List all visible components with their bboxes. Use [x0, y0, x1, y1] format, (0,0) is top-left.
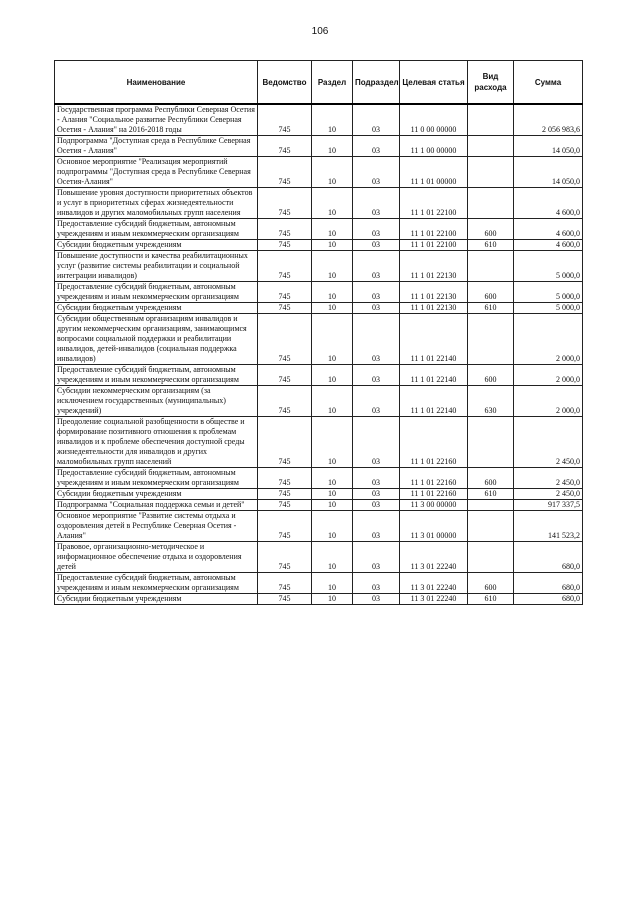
cell-vedomstvo: 745	[258, 219, 312, 240]
cell-razdel: 10	[312, 157, 353, 188]
cell-summa: 680,0	[514, 573, 583, 594]
cell-vid	[468, 314, 514, 365]
cell-vid	[468, 136, 514, 157]
cell-summa: 4 600,0	[514, 188, 583, 219]
table-row	[55, 303, 583, 314]
header-celevaya: Целевая статья	[400, 61, 468, 105]
cell-vedomstvo: 745	[258, 468, 312, 489]
cell-summa: 680,0	[514, 542, 583, 573]
cell-summa: 2 450,0	[514, 489, 583, 500]
header-podrazdel: Подраздел	[353, 61, 400, 105]
table-row	[55, 542, 583, 573]
table-row	[55, 365, 583, 386]
cell-razdel: 10	[312, 511, 353, 542]
cell-summa: 680,0	[514, 594, 583, 605]
cell-razdel: 10	[312, 282, 353, 303]
cell-name: Государственная программа Республики Северная Осетия - Алания "Социальное развитие Республики Северная Осетия - Алания" на 2016-2018 годы	[55, 104, 258, 136]
header-vedomstvo: Ведомство	[258, 61, 312, 105]
cell-celevaya: 11 1 01 22160	[400, 468, 468, 489]
cell-podrazdel: 03	[353, 365, 400, 386]
cell-razdel: 10	[312, 314, 353, 365]
cell-vid	[468, 104, 514, 136]
table-body	[55, 104, 583, 605]
cell-vedomstvo: 745	[258, 386, 312, 417]
cell-vid	[468, 511, 514, 542]
table-row	[55, 417, 583, 468]
cell-celevaya: 11 1 01 22130	[400, 251, 468, 282]
cell-summa: 5 000,0	[514, 251, 583, 282]
cell-vedomstvo: 745	[258, 282, 312, 303]
cell-celevaya: 11 1 01 22100	[400, 240, 468, 251]
cell-vedomstvo: 745	[258, 594, 312, 605]
cell-name: Предоставление субсидий бюджетным, автономным учреждениям и иным некоммерческим организациям	[55, 282, 258, 303]
cell-vedomstvo: 745	[258, 136, 312, 157]
table-row	[55, 489, 583, 500]
cell-podrazdel: 03	[353, 303, 400, 314]
table-row	[55, 104, 583, 136]
table-row	[55, 136, 583, 157]
cell-celevaya: 11 1 01 22100	[400, 188, 468, 219]
cell-vid: 630	[468, 386, 514, 417]
table-row	[55, 511, 583, 542]
table-row	[55, 386, 583, 417]
cell-celevaya: 11 1 00 00000	[400, 136, 468, 157]
cell-podrazdel: 03	[353, 136, 400, 157]
cell-podrazdel: 03	[353, 104, 400, 136]
cell-vid	[468, 417, 514, 468]
cell-razdel: 10	[312, 489, 353, 500]
table-row	[55, 594, 583, 605]
cell-razdel: 10	[312, 386, 353, 417]
cell-celevaya: 11 1 01 22140	[400, 386, 468, 417]
cell-razdel: 10	[312, 365, 353, 386]
cell-celevaya: 11 1 01 22130	[400, 282, 468, 303]
cell-summa: 141 523,2	[514, 511, 583, 542]
cell-vid: 600	[468, 468, 514, 489]
cell-name: Предоставление субсидий бюджетным, автономным учреждениям и иным некоммерческим организациям	[55, 468, 258, 489]
cell-name: Субсидии бюджетным учреждениям	[55, 594, 258, 605]
cell-vedomstvo: 745	[258, 104, 312, 136]
table-row	[55, 219, 583, 240]
cell-name: Повышение уровня доступности приоритетных объектов и услуг в приоритетных сферах жизнедеятельности инвалидов и других маломобильных групп населения	[55, 188, 258, 219]
cell-celevaya: 11 1 01 22160	[400, 417, 468, 468]
cell-vedomstvo: 745	[258, 314, 312, 365]
cell-razdel: 10	[312, 594, 353, 605]
cell-celevaya: 11 3 00 00000	[400, 500, 468, 511]
cell-vedomstvo: 745	[258, 542, 312, 573]
cell-razdel: 10	[312, 573, 353, 594]
cell-vedomstvo: 745	[258, 489, 312, 500]
cell-celevaya: 11 3 01 22240	[400, 542, 468, 573]
cell-summa: 14 050,0	[514, 157, 583, 188]
cell-name: Субсидии бюджетным учреждениям	[55, 489, 258, 500]
cell-vid	[468, 188, 514, 219]
cell-razdel: 10	[312, 500, 353, 511]
cell-razdel: 10	[312, 542, 353, 573]
cell-razdel: 10	[312, 303, 353, 314]
cell-vid: 600	[468, 282, 514, 303]
cell-podrazdel: 03	[353, 542, 400, 573]
cell-vid: 600	[468, 365, 514, 386]
table-row	[55, 573, 583, 594]
cell-podrazdel: 03	[353, 219, 400, 240]
cell-name: Основное мероприятие "Развитие системы отдыха и оздоровления детей в Республике Северная Осетия - Алания"	[55, 511, 258, 542]
cell-celevaya: 11 3 01 22240	[400, 573, 468, 594]
header-summa: Сумма	[514, 61, 583, 105]
cell-razdel: 10	[312, 104, 353, 136]
table-row	[55, 282, 583, 303]
cell-name: Подпрограмма "Социальная поддержка семьи и детей"	[55, 500, 258, 511]
cell-podrazdel: 03	[353, 511, 400, 542]
table-header-row	[55, 61, 583, 105]
cell-celevaya: 11 1 01 22140	[400, 314, 468, 365]
cell-podrazdel: 03	[353, 314, 400, 365]
cell-vid	[468, 157, 514, 188]
cell-name: Подпрограмма "Доступная среда в Республике Северная Осетия - Алания"	[55, 136, 258, 157]
cell-vedomstvo: 745	[258, 365, 312, 386]
cell-summa: 4 600,0	[514, 240, 583, 251]
cell-vedomstvo: 745	[258, 511, 312, 542]
cell-podrazdel: 03	[353, 157, 400, 188]
cell-vid	[468, 500, 514, 511]
cell-summa: 917 337,5	[514, 500, 583, 511]
cell-podrazdel: 03	[353, 251, 400, 282]
cell-vid: 600	[468, 573, 514, 594]
cell-name: Субсидии общественным организациям инвалидов и другим некоммерческим организациям, занимающимся вопросами социальной поддержки и реабилитации инвалидов, детей-инвалидов (социальная поддержка инвалидов)	[55, 314, 258, 365]
cell-vedomstvo: 745	[258, 157, 312, 188]
cell-summa: 5 000,0	[514, 282, 583, 303]
cell-vedomstvo: 745	[258, 303, 312, 314]
cell-vid: 600	[468, 219, 514, 240]
cell-celevaya: 11 1 01 22130	[400, 303, 468, 314]
cell-celevaya: 11 0 00 00000	[400, 104, 468, 136]
cell-celevaya: 11 1 01 22160	[400, 489, 468, 500]
cell-celevaya: 11 1 01 22100	[400, 219, 468, 240]
page-number: 106	[311, 26, 329, 37]
cell-podrazdel: 03	[353, 282, 400, 303]
table-row	[55, 240, 583, 251]
cell-celevaya: 11 3 01 22240	[400, 594, 468, 605]
cell-summa: 2 000,0	[514, 386, 583, 417]
cell-vedomstvo: 745	[258, 500, 312, 511]
cell-vid: 610	[468, 489, 514, 500]
table-row	[55, 188, 583, 219]
cell-podrazdel: 03	[353, 500, 400, 511]
cell-name: Субсидии бюджетным учреждениям	[55, 303, 258, 314]
cell-vedomstvo: 745	[258, 240, 312, 251]
cell-podrazdel: 03	[353, 240, 400, 251]
cell-razdel: 10	[312, 468, 353, 489]
cell-vedomstvo: 745	[258, 188, 312, 219]
cell-razdel: 10	[312, 251, 353, 282]
cell-podrazdel: 03	[353, 573, 400, 594]
cell-name: Правовое, организационно-методическое и информационное обеспечение отдыха и оздоровления детей	[55, 542, 258, 573]
cell-razdel: 10	[312, 417, 353, 468]
cell-summa: 2 000,0	[514, 365, 583, 386]
cell-podrazdel: 03	[353, 417, 400, 468]
table-row	[55, 314, 583, 365]
cell-podrazdel: 03	[353, 188, 400, 219]
cell-celevaya: 11 1 01 00000	[400, 157, 468, 188]
cell-razdel: 10	[312, 136, 353, 157]
cell-vid: 610	[468, 594, 514, 605]
cell-vedomstvo: 745	[258, 573, 312, 594]
cell-vedomstvo: 745	[258, 251, 312, 282]
cell-podrazdel: 03	[353, 386, 400, 417]
table-row	[55, 251, 583, 282]
cell-name: Предоставление субсидий бюджетным, автономным учреждениям и иным некоммерческим организациям	[55, 365, 258, 386]
cell-celevaya: 11 1 01 22140	[400, 365, 468, 386]
cell-vedomstvo: 745	[258, 417, 312, 468]
cell-summa: 5 000,0	[514, 303, 583, 314]
cell-summa: 2 450,0	[514, 468, 583, 489]
cell-celevaya: 11 3 01 00000	[400, 511, 468, 542]
cell-name: Преодоление социальной разобщенности в обществе и формирование позитивного отношения к проблемам инвалидов и к проблеме обеспечения доступной среды жизнедеятельности для инвалидов и других маломобильных групп населений	[55, 417, 258, 468]
cell-name: Предоставление субсидий бюджетным, автономным учреждениям и иным некоммерческим организациям	[55, 573, 258, 594]
cell-summa: 2 000,0	[514, 314, 583, 365]
cell-summa: 2 056 983,6	[514, 104, 583, 136]
cell-podrazdel: 03	[353, 594, 400, 605]
cell-razdel: 10	[312, 188, 353, 219]
cell-podrazdel: 03	[353, 489, 400, 500]
cell-summa: 2 450,0	[514, 417, 583, 468]
header-name: Наименование	[55, 61, 258, 105]
cell-razdel: 10	[312, 240, 353, 251]
budget-table	[54, 60, 583, 605]
cell-name: Субсидии бюджетным учреждениям	[55, 240, 258, 251]
cell-name: Предоставление субсидий бюджетным, автономным учреждениям и иным некоммерческим организациям	[55, 219, 258, 240]
table-row	[55, 157, 583, 188]
cell-name: Основное мероприятие "Реализация мероприятий подпрограммы "Доступная среда в Республике Северная Осетия-Алания"	[55, 157, 258, 188]
cell-podrazdel: 03	[353, 468, 400, 489]
cell-vid: 610	[468, 303, 514, 314]
cell-name: Субсидии некоммерческим организациям (за исключением государственных (муниципальных) учреждений)	[55, 386, 258, 417]
cell-vid	[468, 542, 514, 573]
header-razdel: Раздел	[312, 61, 353, 105]
cell-name: Повышение доступности и качества реабилитационных услуг (развитие системы реабилитации и социальной интеграции инвалидов)	[55, 251, 258, 282]
cell-vid: 610	[468, 240, 514, 251]
table-row	[55, 500, 583, 511]
cell-summa: 4 600,0	[514, 219, 583, 240]
header-vid: Вид расхода	[468, 61, 514, 105]
table-row	[55, 468, 583, 489]
cell-vid	[468, 251, 514, 282]
cell-summa: 14 050,0	[514, 136, 583, 157]
cell-razdel: 10	[312, 219, 353, 240]
